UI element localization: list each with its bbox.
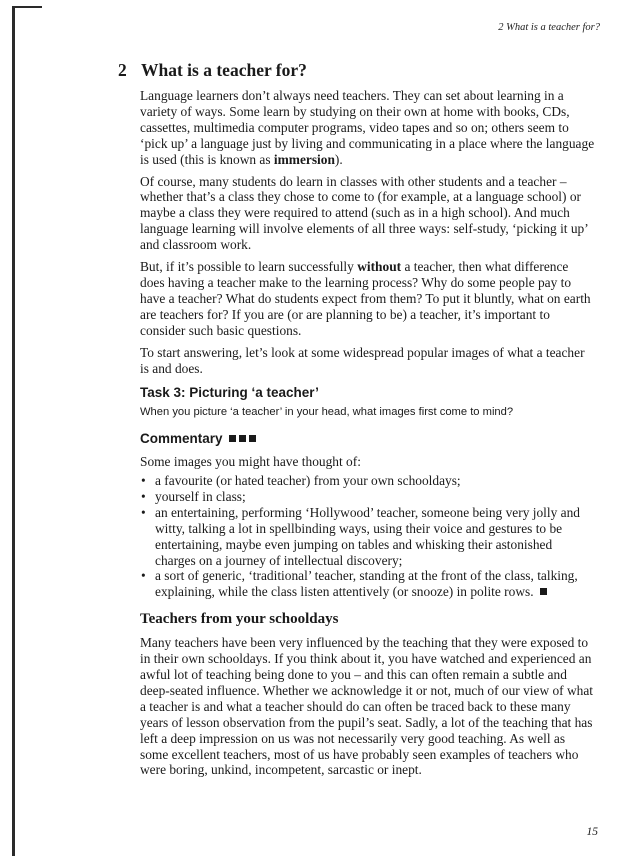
emphasis-without: without (357, 259, 402, 275)
task-prompt: When you picture ‘a teacher’ in your head, what images first come to mind? (140, 406, 514, 419)
difficulty-square-icon (229, 435, 236, 442)
chapter-number: 2 (118, 60, 127, 80)
commentary-heading: Commentary (140, 431, 596, 447)
difficulty-square-icon (239, 435, 246, 442)
book-corner-line (12, 6, 42, 8)
task-heading: Task 3: Picturing ‘a teacher’ (140, 385, 319, 401)
page-body (140, 88, 596, 784)
difficulty-square-icon (249, 435, 256, 442)
paragraph-3: But, if it’s possible to learn successfully without a teacher, then what difference does having a teacher make to the learning process? Why do some people pay to have a teacher? What do students expect from them? To put it bluntly, what on earth are teachers for? If you are (or are planning to be) a teacher, it’s important to consider such basic questions. (140, 259, 591, 338)
end-square-icon (540, 588, 547, 595)
section-heading: Teachers from your schooldays (140, 611, 339, 628)
page-number: 15 (586, 826, 598, 838)
paragraph-4: To start answering, let’s look at some widespread popular images of what a teacher is and does. (140, 344, 585, 376)
list-item: • a sort of generic, ‘traditional’ teacher, standing at the front of the class, talking, explaining, while the class listen attentively (or snooze) in polite rows. (140, 568, 596, 600)
commentary-list (140, 473, 596, 600)
paragraph-2: Of course, many students do learn in classes with other students and a teacher – whether that’s a class they chose to come to (for example, at a language school) or maybe a class they were required to attend (such as in a high school). And much language learning will involve elements of all three ways: self-study, ‘picking it up’ and classroom work. (140, 173, 588, 253)
list-item: • yourself in class; (140, 489, 596, 505)
chapter-title (118, 60, 598, 81)
chapter-title-text: What is a teacher for? (141, 60, 307, 80)
running-head: 2 What is a teacher for? (498, 22, 600, 33)
list-item: • an entertaining, performing ‘Hollywood’ teacher, someone being very jolly and witty, talking a lot in spellbinding ways, using their voice and gestures to be entertaining, maybe even jumping on tables and whisking their astonished charges on a journey of intellectual discovery; (140, 505, 596, 569)
term-immersion: immersion (273, 151, 335, 167)
paragraph-1: Language learners don’t always need teachers. They can set about learning in a variety of ways. Some learn by studying on their own at home with books, CDs, cassettes, multimedia computer programs, video tapes and so on; others seem to ‘pick up’ a language just by living and communicating in a place where the language is used (this is known as immersion). (140, 88, 595, 167)
book-spine-line (12, 6, 15, 856)
commentary-intro: Some images you might have thought of: (140, 454, 361, 470)
list-item: • a favourite (or hated teacher) from your own schooldays; (140, 473, 596, 489)
section-paragraph: Many teachers have been very influenced by the teaching that they were exposed to in their own schooldays. If you think about it, you have watched and experienced an awful lot of teaching being done to you – and this can often remain a subtle and deep-seated influence. Whether we acknowledge it or not, much of our view of what a teacher is and what a teacher should do can often be traced back to these many years of lesson observation from the pupil’s seat. Sadly, a lot of the teaching that has left a deep impression on us was not necessarily very good teaching. As well as some excellent teachers, most of us have probably seen examples of teachers who were boring, unkind, incompetent, sarcastic or inept. (140, 635, 594, 778)
